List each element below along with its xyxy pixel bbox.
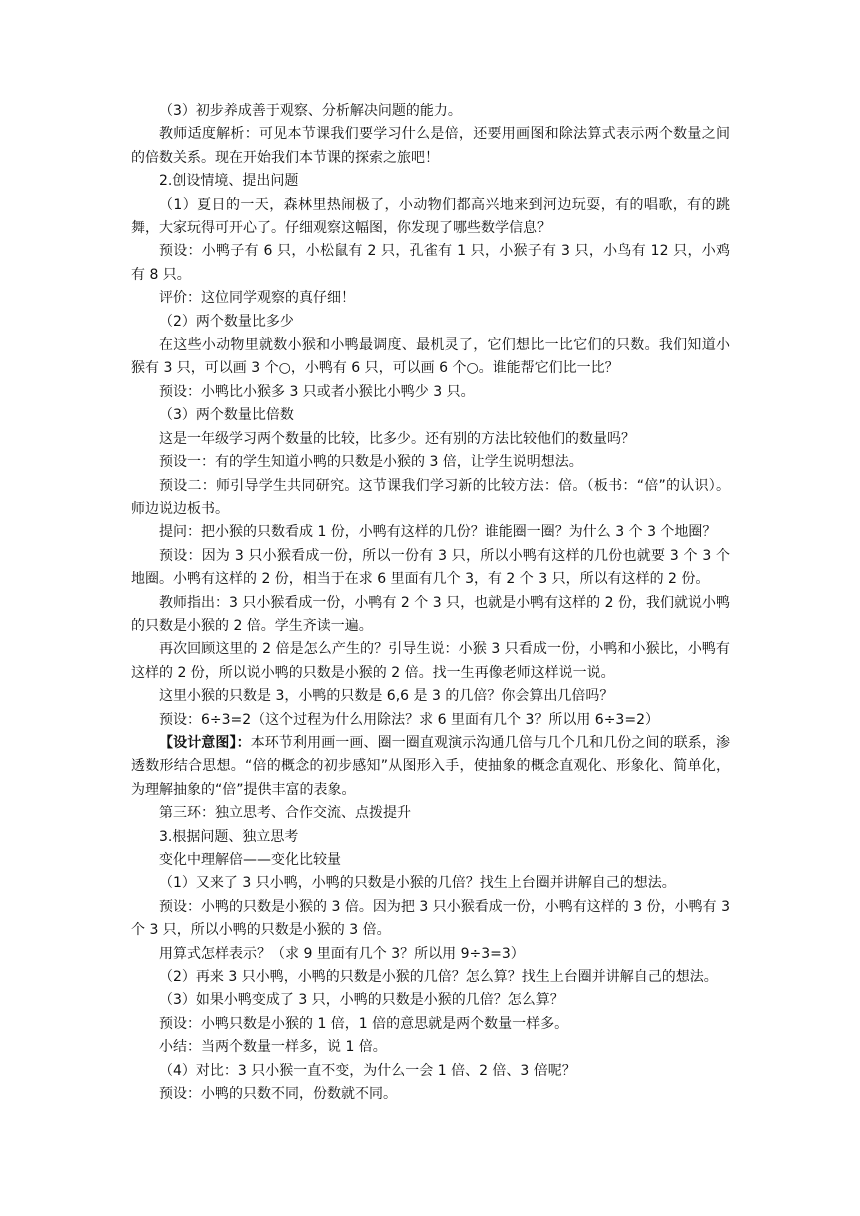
paragraph: 预设：小鸭的只数不同，份数就不同。 <box>159 1086 397 1103</box>
design-intent-paragraph <box>131 732 730 802</box>
paragraph: 预设二：师引导学生共同研究。这节课我们学习新的比较方法：倍。（板书：“倍”的认识）。师边说边板书。 <box>131 477 730 517</box>
paragraph: 预设：小鸭的只数是小猴的 3 倍。因为把 3 只小猴看成一份，小鸭有这样的 3 份，小鸭有 3 个 3 只，所以小鸭的只数是小猴的 3 倍。 <box>131 898 730 939</box>
section-heading: 2.创设情境、提出问题 <box>159 173 299 190</box>
paragraph: 评价：这位同学观察的真仔细！ <box>159 290 355 307</box>
paragraph: （3）如果小鸭变成了 3 只，小鸭的只数是小猴的几倍？怎么算？ <box>159 992 564 1009</box>
section-heading: 第三环：独立思考、合作交流、点拨提升 <box>159 805 411 822</box>
paragraph: 用算式怎样表示？（求 9 里面有几个 3？所以用 9÷3=3） <box>159 945 525 962</box>
paragraph: 教师指出：3 只小猴看成一份，小鸭有 2 个 3 只，也就是小鸭有这样的 2 份，我们就说小鸭的只数是小猴的 2 倍。学生齐读一遍。 <box>131 594 730 634</box>
paragraph: 变化中理解倍——变化比较量 <box>159 852 341 868</box>
section-heading: 3.根据问题、独立思考 <box>159 828 299 845</box>
paragraph: 在这些小动物里就数小猴和小鸭最调度、最机灵了，它们想比一比它们的只数。我们知道小猴有 3 只，可以画 3 个○，小鸭有 6 只，可以画 6 个○。谁能帮它们比一比？ <box>131 337 730 377</box>
paragraph: 预设：小鸭比小猴多 3 只或者小猴比小鸭少 3 只。 <box>159 383 475 400</box>
paragraph: 预设：小鸭子有 6 只，小松鼠有 2 只，孔雀有 1 只，小猴子有 3 只，小鸟有 12 只，小鸡有 8 只。 <box>131 243 730 283</box>
paragraph: 这里小猴的只数是 3，小鸭的只数是 6,6 是 3 的几倍？你会算出几倍吗？ <box>159 688 614 705</box>
paragraph: 这是一年级学习两个数量的比较，比多少。还有别的方法比较他们的数量吗？ <box>159 430 635 447</box>
paragraph: 预设一：有的学生知道小鸭的只数是小猴的 3 倍，让学生说明想法。 <box>159 454 583 471</box>
paragraph: （3）初步养成善于观察、分析解决问题的能力。 <box>159 103 462 119</box>
paragraph: 预设：因为 3 只小猴看成一份，所以一份有 3 只，所以小鸭有这样的几份也就要 3 个 3 个地圈。小鸭有这样的 2 份，相当于在求 6 里面有几个 3，有 2 个 3 只，所以有这样的 2 份。 <box>131 547 730 588</box>
paragraph: 小结：当两个数量一样多，说 1 倍。 <box>159 1039 387 1056</box>
paragraph: 再次回顾这里的 2 倍是怎么产生的？引导生说：小猴 3 只看成一份，小鸭和小猴比，小鸭有这样的 2 份，所以说小鸭的只数是小猴的 2 倍。找一生再像老师这样说一说。 <box>131 641 730 681</box>
paragraph: （1）夏日的一天，森林里热闹极了，小动物们都高兴地来到河边玩耍，有的唱歌，有的跳舞，大家玩得可开心了。仔细观察这幅图，你发现了哪些数学信息？ <box>131 196 730 237</box>
paragraph: （2）再来 3 只小鸭，小鸭的只数是小猴的几倍？怎么算？找生上台圈并讲解自己的想法。 <box>159 969 718 986</box>
paragraph: 预设：小鸭只数是小猴的 1 倍，1 倍的意思就是两个数量一样多。 <box>159 1015 569 1032</box>
paragraph: （4）对比：3 只小猴一直不变，为什么一会 1 倍、2 倍、3 倍呢？ <box>159 1062 576 1079</box>
paragraph: 教师适度解析：可见本节课我们要学习什么是倍，还要用画图和除法算式表示两个数量之间的倍数关系。现在开始我们本节课的探索之旅吧！ <box>131 126 730 166</box>
paragraph: （1）又来了 3 只小鸭，小鸭的只数是小猴的几倍？找生上台圈并讲解自己的想法。 <box>159 875 676 892</box>
paragraph: 提问：把小猴的只数看成 1 份，小鸭有这样的几份？谁能圈一圈？为什么 3 个 3 个地圈？ <box>159 524 717 541</box>
subsection-heading: （2）两个数量比多少 <box>159 313 294 330</box>
document-body <box>131 100 730 1106</box>
design-intent-label: 【设计意图】： <box>159 734 251 751</box>
subsection-heading: （3）两个数量比倍数 <box>159 407 294 424</box>
design-intent-text: 本环节利用画一画、圈一圈直观演示沟通几倍与几个几和几份之间的联系，渗透数形结合思想。“倍的概念的初步感知”从图形入手，使抽象的概念直观化、形象化、简单化，为理解抽象的“倍”提供丰富的表象。 <box>131 734 731 798</box>
paragraph: 预设：6÷3=2（这个过程为什么用除法？求 6 里面有几个 3？所以用 6÷3=2） <box>159 711 659 728</box>
